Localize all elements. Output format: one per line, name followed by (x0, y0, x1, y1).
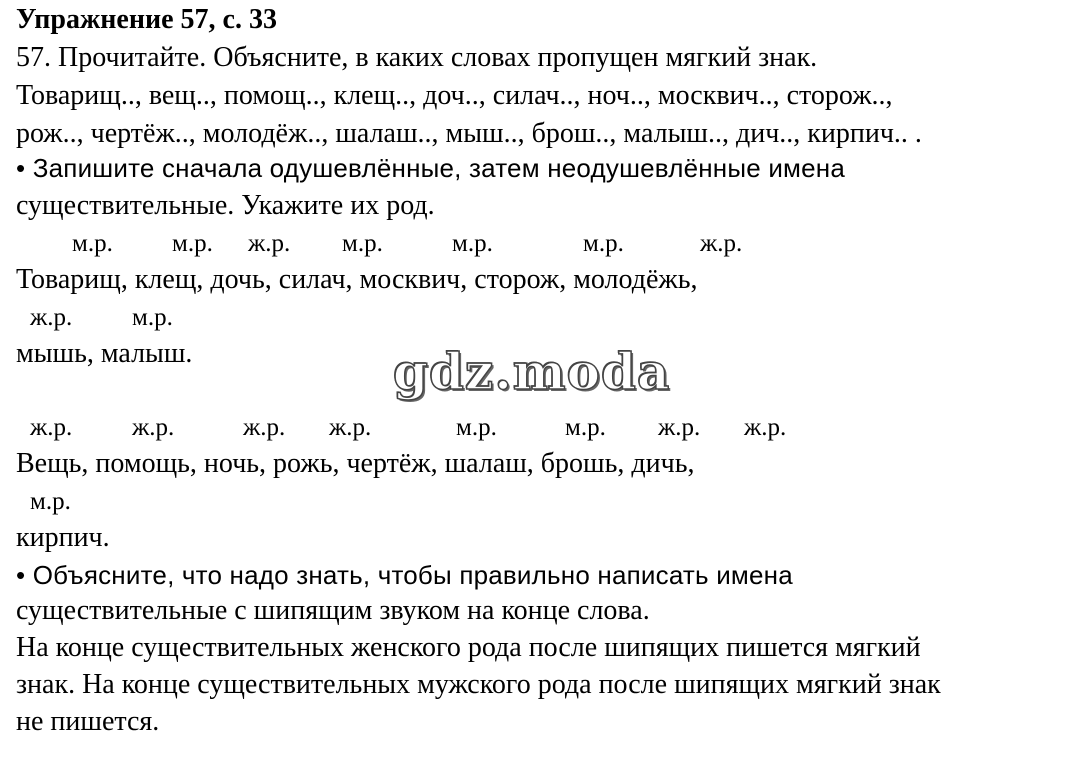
gender-label: м.р. (342, 230, 383, 257)
answer-line-3: не пишется. (16, 706, 160, 737)
animate-words-line-1: Товарищ, клещ, дочь, силач, москвич, сторож, молодёжь, (16, 264, 698, 295)
gender-label: м.р. (72, 230, 113, 257)
gender-label: ж.р. (30, 414, 73, 441)
gender-label: ж.р. (658, 414, 701, 441)
instruction-2-line-1: • Объясните, что надо знать, чтобы правильно написать имена (16, 560, 793, 590)
exercise-title: Упражнение 57, с. 33 (16, 4, 277, 35)
gender-label: ж.р. (248, 230, 291, 257)
gender-label: ж.р. (30, 304, 73, 331)
task-line-3: рож.., чертёж.., молодёж.., шалаш.., мыш.., брош.., малыш.., дич.., кирпич.. . (16, 118, 922, 149)
animate-words-line-2: мышь, малыш. (16, 338, 193, 369)
watermark-logo: gdz.moda (393, 342, 671, 401)
gender-label: м.р. (565, 414, 606, 441)
gender-label: ж.р. (243, 414, 286, 441)
gender-label: ж.р. (329, 414, 372, 441)
gender-label: м.р. (30, 488, 71, 515)
inanimate-words-line-1: Вещь, помощь, ночь, рожь, чертёж, шалаш, брошь, дичь, (16, 448, 695, 479)
answer-line-1: На конце существительных женского рода после шипящих пишется мягкий (16, 632, 921, 663)
task-line-2: Товарищ.., вещ.., помощ.., клещ.., доч.., силач.., ноч.., москвич.., сторож.., (16, 80, 893, 111)
instruction-1-line-1: • Запишите сначала одушевлённые, затем неодушевлённые имена (16, 153, 846, 183)
gender-label: м.р. (452, 230, 493, 257)
gender-label: м.р. (132, 304, 173, 331)
gender-label: м.р. (456, 414, 497, 441)
gender-label: м.р. (583, 230, 624, 257)
task-line-1: 57. Прочитайте. Объясните, в каких словах пропущен мягкий знак. (16, 42, 818, 73)
gender-label: ж.р. (700, 230, 743, 257)
instruction-1-line-2: существительные. Укажите их род. (16, 190, 435, 221)
gender-label: ж.р. (744, 414, 787, 441)
answer-line-2: знак. На конце существительных мужского рода после шипящих мягкий знак (16, 669, 941, 700)
gender-label: м.р. (172, 230, 213, 257)
inanimate-words-line-2: кирпич. (16, 522, 110, 553)
instruction-2-line-2: существительные с шипящим звуком на конце слова. (16, 595, 650, 626)
gender-label: ж.р. (132, 414, 175, 441)
